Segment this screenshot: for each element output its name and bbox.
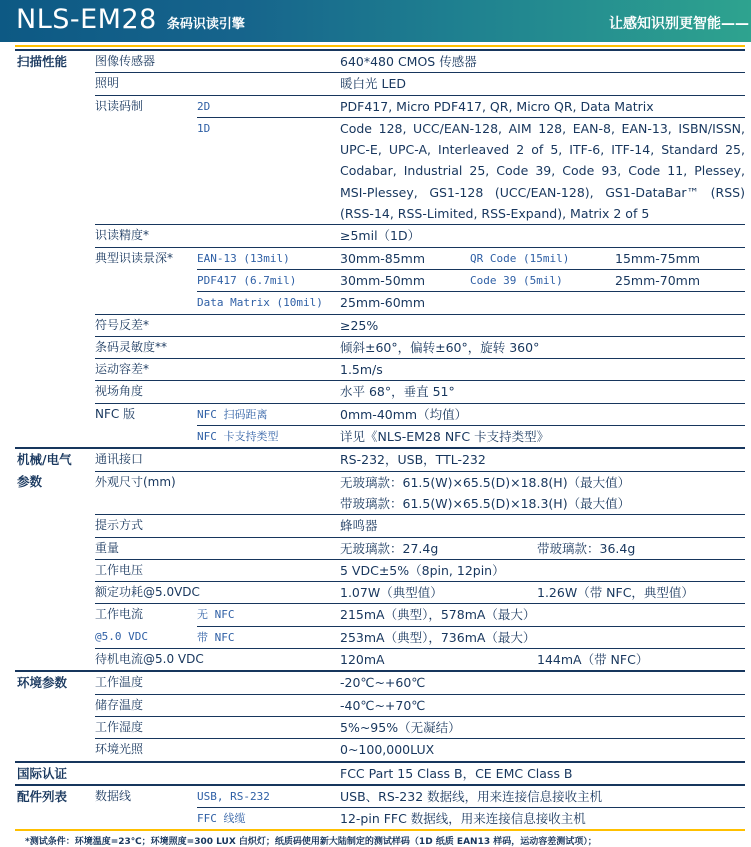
row-value: 640*480 CMOS 传感器 [340,54,477,69]
spec-subrow-usb-rs232 [197,786,745,807]
row-value: 30mm-50mm [340,272,426,288]
spec-row-ambient-light [95,738,745,760]
header-band [0,0,751,42]
spec-row-illumination [95,72,745,94]
test-conditions-note: *测试条件：环境温度=23℃；环境照度=300 LUX 白炽灯；纸质码使用新大陆制定的测试样码（1D 纸质 EAN13 样码，运动容差测试项）； [25,837,597,847]
row-value [340,472,745,515]
spec-row-nfc-version [95,403,745,448]
row-label: 外观尺寸(mm) [95,474,176,489]
spec-row-image-sensor [95,51,745,72]
spec-subrow-pdf417 [197,269,745,291]
row-value: Code 128, UCC/EAN-128, AIM 128, EAN-8, EAN-13, ISBN/ISSN, UPC-E, UPC-A, Interleaved 2 of 5, ITF-6, ITF-14, Standard 25, Codabar, Industrial 25, Code 39, Code 93, Code 11, Plessey, MSI-Plessey, GS1-128 (UCC/EAN-128), GS1-DataBar™ (RSS) (RSS-14, RSS-Limited, RSS-Expand), Matrix 2 of 5 [340,120,745,222]
spec-row-interfaces [95,449,745,470]
row-label: 视场角度 [95,384,144,399]
spec-row-data-cable [95,786,745,830]
spec-subrow-nfc-card-types [197,425,745,447]
spec-row-beeper [95,514,745,536]
section-label [15,449,95,670]
row-label: 运动容差* [95,362,150,377]
spec-row-standby-current [95,648,745,670]
row-sublabel: Data Matrix (10mil) [197,296,323,310]
row-label: 照明 [95,76,120,91]
row-label: 图像传感器 [95,54,156,68]
spec-table [15,49,745,829]
row-value-line2: 带玻璃款：61.5(W)×65.5(D)×18.3(H)（最大值） [340,495,631,511]
row-value: 详见《NLS-EM28 NFC 卡支持类型》 [340,429,550,445]
spec-row-barcode-sensitivity [95,336,745,358]
spec-subrow-1d [197,117,745,224]
spec-row-operating-voltage [95,559,745,581]
row-label: 提示方式 [95,518,144,533]
row-value-secondary: 带玻璃款：36.4g [537,540,636,556]
row-value-secondary: 25mm-70mm [615,272,701,288]
spec-subrow-datamatrix [197,291,745,313]
row-label: 重量 [95,540,120,555]
brand-slogan: 让感知识别更智能—— [609,16,749,32]
row-value: 253mA（典型），736mA（最大） [340,629,536,645]
row-sublabel: 2D [197,99,211,113]
row-value: 12-pin FFC 数据线，用来连接信息接收主机 [340,811,586,827]
row-label: 待机电流@5.0 VDC [95,652,204,667]
row-label: 工作电压 [95,562,144,577]
row-label: 典型识读景深* [95,250,174,265]
row-sublabel-secondary: QR Code (15mil) [470,251,570,265]
section-label: 配件列表 [17,788,68,804]
spec-row-symbol-contrast [95,314,745,336]
product-subtitle: 条码识读引擎 [166,17,245,32]
section-accessories [15,784,745,830]
row-value: FCC Part 15 Class B，CE EMC Class B [340,765,573,781]
row-label: 环境光照 [95,742,144,757]
row-label: 数据线 [95,788,132,803]
row-value: 5%~95%（无凝结） [340,719,461,735]
product-title: NLS-EM28 [16,4,157,35]
row-sublabel: 1D [197,121,211,135]
spec-subrow-ean13 [197,248,745,269]
row-sublabel: NFC 扫码距离 [197,407,268,421]
spec-subrow-no-nfc [197,604,745,625]
row-value: PDF417, Micro PDF417, QR, Micro QR, Data Matrix [340,98,654,114]
row-sublabel: EAN-13 (13mil) [197,251,290,265]
row-sublabel: 带 NFC [197,630,235,644]
spec-subrow-with-nfc [197,626,745,648]
row-value: 水平 68°，垂直 51° [340,384,455,400]
row-value: 30mm-85mm [340,250,426,266]
section-mech-electrical [15,447,745,670]
spec-subrow-ffc-cable [197,807,745,829]
row-sublabel-secondary: Code 39 (5mil) [470,273,563,287]
row-label: 工作湿度 [95,719,144,734]
row-label: 识读码制 [95,98,144,113]
row-value-secondary: 144mA（带 NFC） [537,652,649,668]
section-label: 扫描性能 [17,54,68,69]
spec-row-symbologies [95,95,745,225]
row-value: RS-232，USB，TTL-232 [340,452,486,468]
row-value: 215mA（典型），578mA（最大） [340,607,536,623]
row-value: 1.5m/s [340,362,383,378]
row-label: 通讯接口 [95,452,144,467]
spec-row-dimensions [95,471,745,515]
row-value: USB、RS-232 数据线，用来连接信息接收主机 [340,788,603,804]
row-value: -20℃~+60℃ [340,675,426,691]
row-value: 0mm-40mm（均值） [340,406,468,422]
spec-row-certifications [95,763,745,784]
row-label [95,763,340,784]
row-label: 储存温度 [95,697,144,712]
row-value: 5 VDC±5%（8pin, 12pin） [340,562,505,578]
row-value: 无玻璃款：27.4g [340,540,439,556]
spec-row-depth-of-field [95,247,745,314]
row-value-line1: 无玻璃款：61.5(W)×65.5(D)×18.8(H)（最大值） [340,474,631,490]
row-value: ≥5mil（1D） [340,228,421,244]
row-label [95,604,197,648]
row-label: 额定功耗@5.0VDC [95,585,200,600]
row-label: 条码灵敏度** [95,339,168,354]
spec-row-motion-tolerance [95,358,745,380]
spec-row-field-of-view [95,380,745,402]
row-value: -40℃~+70℃ [340,697,426,713]
section-scan-performance [15,51,745,447]
row-label-line1: 工作电流 [95,607,144,622]
spec-row-rated-power [95,581,745,603]
row-sublabel: 无 NFC [197,608,235,622]
section-certification [15,761,745,784]
row-label-line2: @5.0 VDC [95,629,148,643]
spec-subrow-2d [197,96,745,117]
spec-subrow-nfc-distance [197,404,745,425]
row-sublabel: NFC 卡支持类型 [197,430,279,444]
row-label: 识读精度* [95,228,150,243]
spec-row-operating-current [95,603,745,648]
section-label-line2: 参数 [17,473,43,489]
row-sublabel: FFC 线缆 [197,812,246,826]
gold-divider-bottom [15,829,745,831]
row-value: 1.07W（典型值） [340,585,443,601]
gold-divider-top [15,45,745,47]
section-label-line1: 机械/电气 [17,452,72,468]
section-environment [15,670,745,760]
row-sublabel: PDF417 (6.7mil) [197,273,297,287]
row-value: 倾斜±60°，偏转±60°，旋转 360° [340,339,540,355]
row-sublabel: USB, RS-232 [197,789,270,803]
row-value: ≥25% [340,317,379,333]
spec-row-reading-precision [95,224,745,246]
row-value-secondary: 15mm-75mm [615,250,701,266]
section-label: 国际认证 [17,765,68,781]
section-label: 环境参数 [17,675,68,691]
row-label: NFC 版 [95,406,136,421]
row-value: 蜂鸣器 [340,518,378,534]
spec-row-operating-temp [95,672,745,693]
spec-row-storage-temp [95,694,745,716]
row-value-secondary: 1.26W（带 NFC，典型值） [537,585,694,601]
row-label: 工作温度 [95,675,144,690]
product-title-wrap [0,4,245,42]
row-label: 符号反差* [95,317,150,332]
row-value: 暖白光 LED [340,76,406,92]
row-value: 120mA [340,652,385,668]
spec-row-humidity [95,716,745,738]
row-value: 25mm-60mm [340,295,426,311]
spec-row-weight [95,537,745,559]
row-value: 0~100,000LUX [340,742,435,758]
